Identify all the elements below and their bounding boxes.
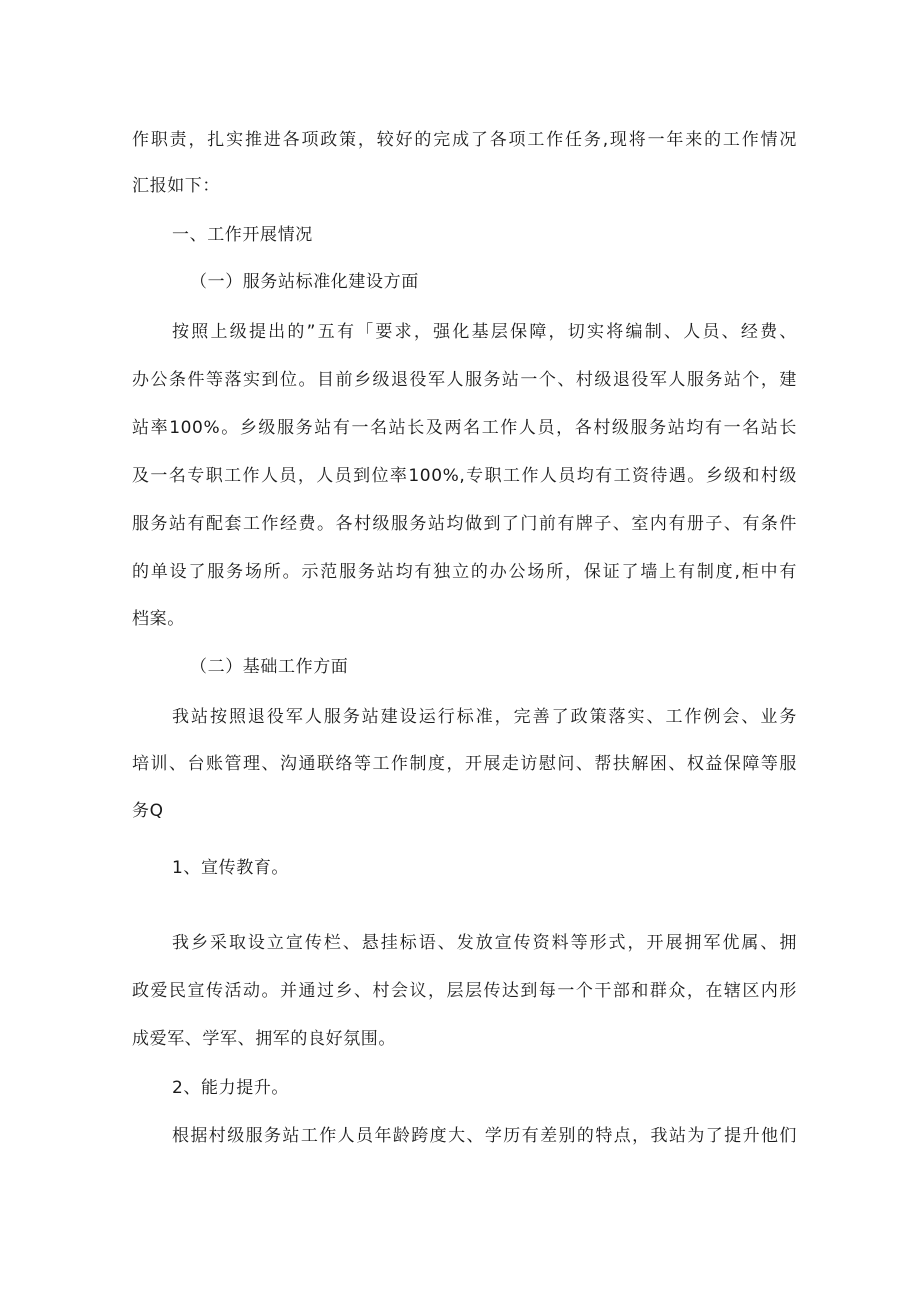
text-line: 政爱民宣传活动。并通过乡、村会议，层层传达到每一个干部和群众，在辖区内形 bbox=[132, 981, 797, 1001]
subsection-heading: （二）基础工作方面 bbox=[190, 657, 349, 677]
text-line: 按照上级提出的”五有「要求，强化基层保障，切实将编制、人员、经费、 bbox=[172, 322, 797, 342]
subsection-heading: （一）服务站标准化建设方面 bbox=[190, 272, 419, 292]
text-line: 作职责，扎实推进各项政策，较好的完成了各项工作任务,现将一年来的工作情况 bbox=[132, 130, 797, 150]
item-heading: 1、宣传教育。 bbox=[172, 858, 290, 878]
text-line: 我站按照退役军人服务站建设运行标准，完善了政策落实、工作例会、业务 bbox=[172, 707, 797, 727]
text-line: 务Q bbox=[132, 801, 164, 821]
text-line: 汇报如下： bbox=[132, 176, 220, 196]
text-line: 我乡采取设立宣传栏、悬挂标语、发放宣传资料等形式，开展拥军优属、拥 bbox=[172, 933, 797, 953]
text-line: 办公条件等落实到位。目前乡级退役军人服务站一个、村级退役军人服务站个，建 bbox=[132, 370, 797, 390]
text-line: 根据村级服务站工作人员年龄跨度大、学历有差别的特点，我站为了提升他们 bbox=[172, 1126, 797, 1146]
text-line: 成爱军、学军、拥军的良好氛围。 bbox=[132, 1029, 396, 1049]
text-line: 站率100%。乡级服务站有一名站长及两名工作人员，各村级服务站均有一名站长 bbox=[132, 418, 797, 438]
text-line: 的单设了服务场所。示范服务站均有独立的办公场所，保证了墙上有制度,柜中有 bbox=[132, 562, 797, 582]
text-line: 档案。 bbox=[132, 609, 185, 629]
text-line: 及一名专职工作人员，人员到位率100%,专职工作人员均有工资待遇。乡级和村级 bbox=[132, 466, 797, 486]
text-line: 培训、台账管理、沟通联络等工作制度，开展走访慰问、帮扶解困、权益保障等服 bbox=[132, 754, 797, 774]
section-heading: 一、工作开展情况 bbox=[172, 225, 313, 245]
item-heading: 2、能力提升。 bbox=[172, 1078, 290, 1098]
text-line: 服务站有配套工作经费。各村级服务站均做到了门前有牌子、室内有册子、有条件 bbox=[132, 514, 797, 534]
